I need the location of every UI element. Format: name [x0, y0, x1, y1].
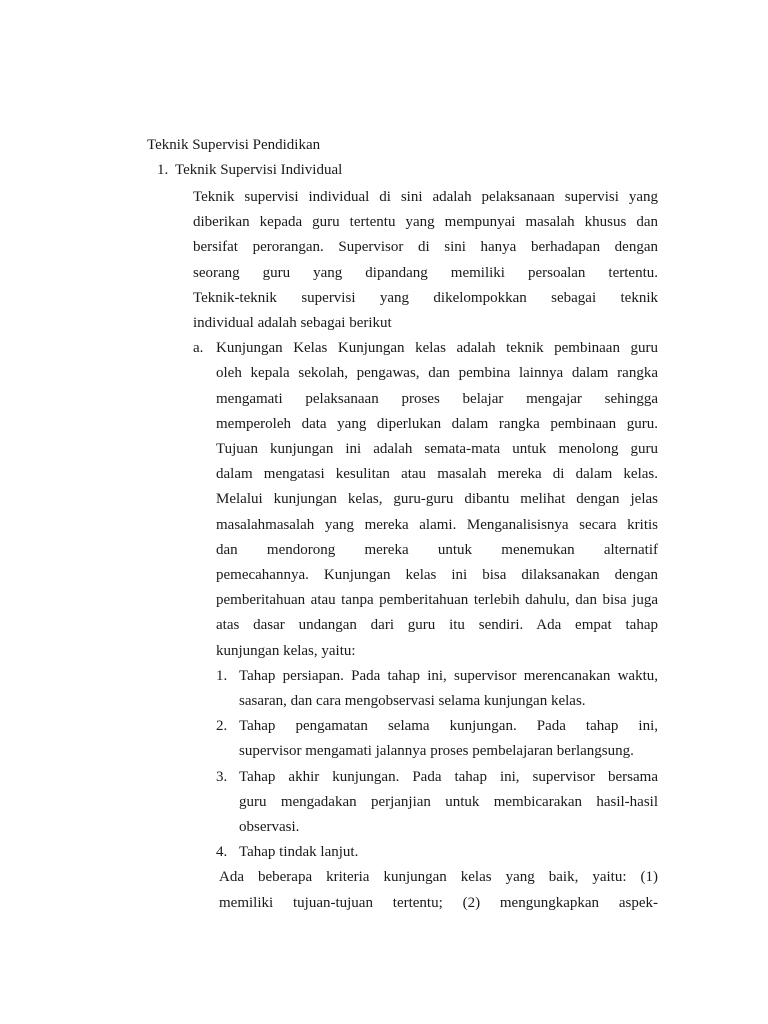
followup-line: memiliki tujuan-tujuan tertentu; (2) mengungkapkan aspek-: [219, 895, 658, 911]
step-marker: 3.: [216, 769, 228, 785]
intro-line: bersifat perorangan. Supervisor di sini hanya berhadapan dengan: [193, 239, 658, 255]
step-marker: 1.: [216, 668, 228, 684]
item-a-line: pemecahannya. Kunjungan kelas ini bisa dilaksanakan dengan: [216, 567, 658, 583]
followup-line: Ada beberapa kriteria kunjungan kelas yang baik, yaitu: (1): [219, 869, 658, 885]
intro-line: Teknik-teknik supervisi yang dikelompokkan sebagai teknik: [193, 290, 658, 306]
section-number: 1.: [157, 162, 169, 178]
item-a-line: memperoleh data yang diperlukan dalam rangka pembinaan guru.: [216, 416, 658, 432]
item-a-line: pemberitahuan atau tanpa pemberitahuan terlebih dahulu, dan bisa juga: [216, 592, 658, 608]
item-a-line: dalam mengatasi kesulitan atau masalah mereka di dalam kelas.: [216, 466, 658, 482]
item-a-line: kunjungan kelas, yaitu:: [216, 643, 356, 659]
item-a-line: Kunjungan Kelas Kunjungan kelas adalah teknik pembinaan guru: [216, 340, 658, 356]
step-line: supervisor mengamati jalannya proses pembelajaran berlangsung.: [239, 743, 634, 759]
document-title: Teknik Supervisi Pendidikan: [147, 137, 321, 153]
section-heading: Teknik Supervisi Individual: [175, 162, 343, 178]
list-marker-a: a.: [193, 340, 204, 356]
step-line: observasi.: [239, 819, 300, 835]
step-line: Tahap tindak lanjut.: [239, 844, 359, 860]
intro-line: Teknik supervisi individual di sini adalah pelaksanaan supervisi yang: [193, 189, 658, 205]
item-a-line: Melalui kunjungan kelas, guru-guru dibantu melihat dengan jelas: [216, 491, 658, 507]
item-a-line: oleh kepala sekolah, pengawas, dan pembina lainnya dalam rangka: [216, 365, 658, 381]
step-line: Tahap akhir kunjungan. Pada tahap ini, supervisor bersama: [239, 769, 658, 785]
item-a-line: dan mendorong mereka untuk menemukan alternatif: [216, 542, 658, 558]
step-line: sasaran, dan cara mengobservasi selama kunjungan kelas.: [239, 693, 586, 709]
step-line: guru mengadakan perjanjian untuk membicarakan hasil-hasil: [239, 794, 658, 810]
item-a-line: Tujuan kunjungan ini adalah semata-mata untuk menolong guru: [216, 441, 658, 457]
step-marker: 2.: [216, 718, 228, 734]
step-marker: 4.: [216, 844, 228, 860]
step-line: Tahap pengamatan selama kunjungan. Pada tahap ini,: [239, 718, 658, 734]
intro-line: seorang guru yang dipandang memiliki persoalan tertentu.: [193, 265, 658, 281]
step-line: Tahap persiapan. Pada tahap ini, supervisor merencanakan waktu,: [239, 668, 658, 684]
item-a-line: atas dasar undangan dari guru itu sendiri. Ada empat tahap: [216, 617, 658, 633]
intro-line: individual adalah sebagai berikut: [193, 315, 392, 331]
item-a-line: masalahmasalah yang mereka alami. Menganalisisnya secara kritis: [216, 517, 658, 533]
item-a-line: mengamati pelaksanaan proses belajar mengajar sehingga: [216, 391, 658, 407]
intro-line: diberikan kepada guru tertentu yang mempunyai masalah khusus dan: [193, 214, 658, 230]
